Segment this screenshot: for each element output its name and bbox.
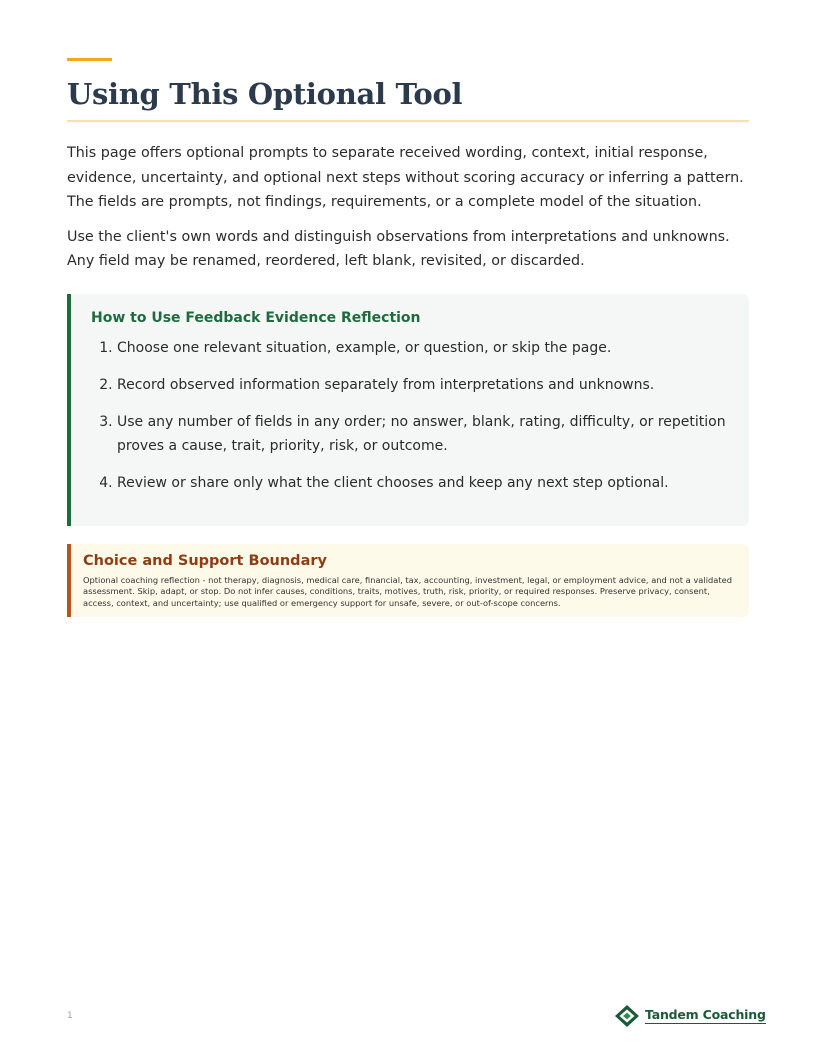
- boundary-text: Optional coaching reflection - not therapy, diagnosis, medical care, financial, tax, accounting, investment, legal, or employment advice, and not a validated assessment. Skip, adapt, or stop. Do not infer causes, conditions, traits, motives, truth, risk, priority, or required responses. Preserve privacy, consent, access, context, and uncertainty; use qualified or emergency support for unsafe, severe, or out-of-scope concerns.: [83, 575, 732, 608]
- page-number: 1: [67, 1011, 73, 1021]
- howto-step: 1. Choose one relevant situation, example, or question, or skip the page.: [117, 336, 737, 360]
- boundary-title: Choice and Support Boundary: [83, 553, 327, 569]
- diamond-logo-icon: [614, 1004, 640, 1028]
- intro-section: [67, 141, 751, 284]
- howto-steps-list: [117, 336, 737, 508]
- intro-paragraph: Use the client's own words and distinguish observations from interpretations and unknowns. Any field may be renamed, reordered, left blank, revisited, or discarded.: [67, 228, 730, 269]
- brand-name: Tandem Coaching: [645, 1007, 766, 1022]
- howto-step: 3. Use any number of fields in any order; no answer, blank, rating, difficulty, or repetition proves a cause, trait, priority, risk, or outcome.: [117, 410, 737, 458]
- howto-callout: [67, 294, 749, 526]
- title-divider: [67, 120, 749, 122]
- howto-step: 4. Review or share only what the client chooses and keep any next step optional.: [117, 471, 737, 495]
- page-title: Using This Optional Tool: [67, 77, 463, 111]
- brand-footer: [614, 1004, 766, 1028]
- howto-title: How to Use Feedback Evidence Reflection: [91, 310, 421, 326]
- title-accent-bar: [67, 58, 112, 61]
- boundary-callout: [67, 544, 749, 617]
- intro-paragraph: This page offers optional prompts to separate received wording, context, initial response, evidence, uncertainty, and optional next steps without scoring accuracy or inferring a pattern. The fields are prompts, not findings, requirements, or a complete model of the situation.: [67, 145, 744, 210]
- howto-step: 2. Record observed information separately from interpretations and unknowns.: [117, 373, 737, 397]
